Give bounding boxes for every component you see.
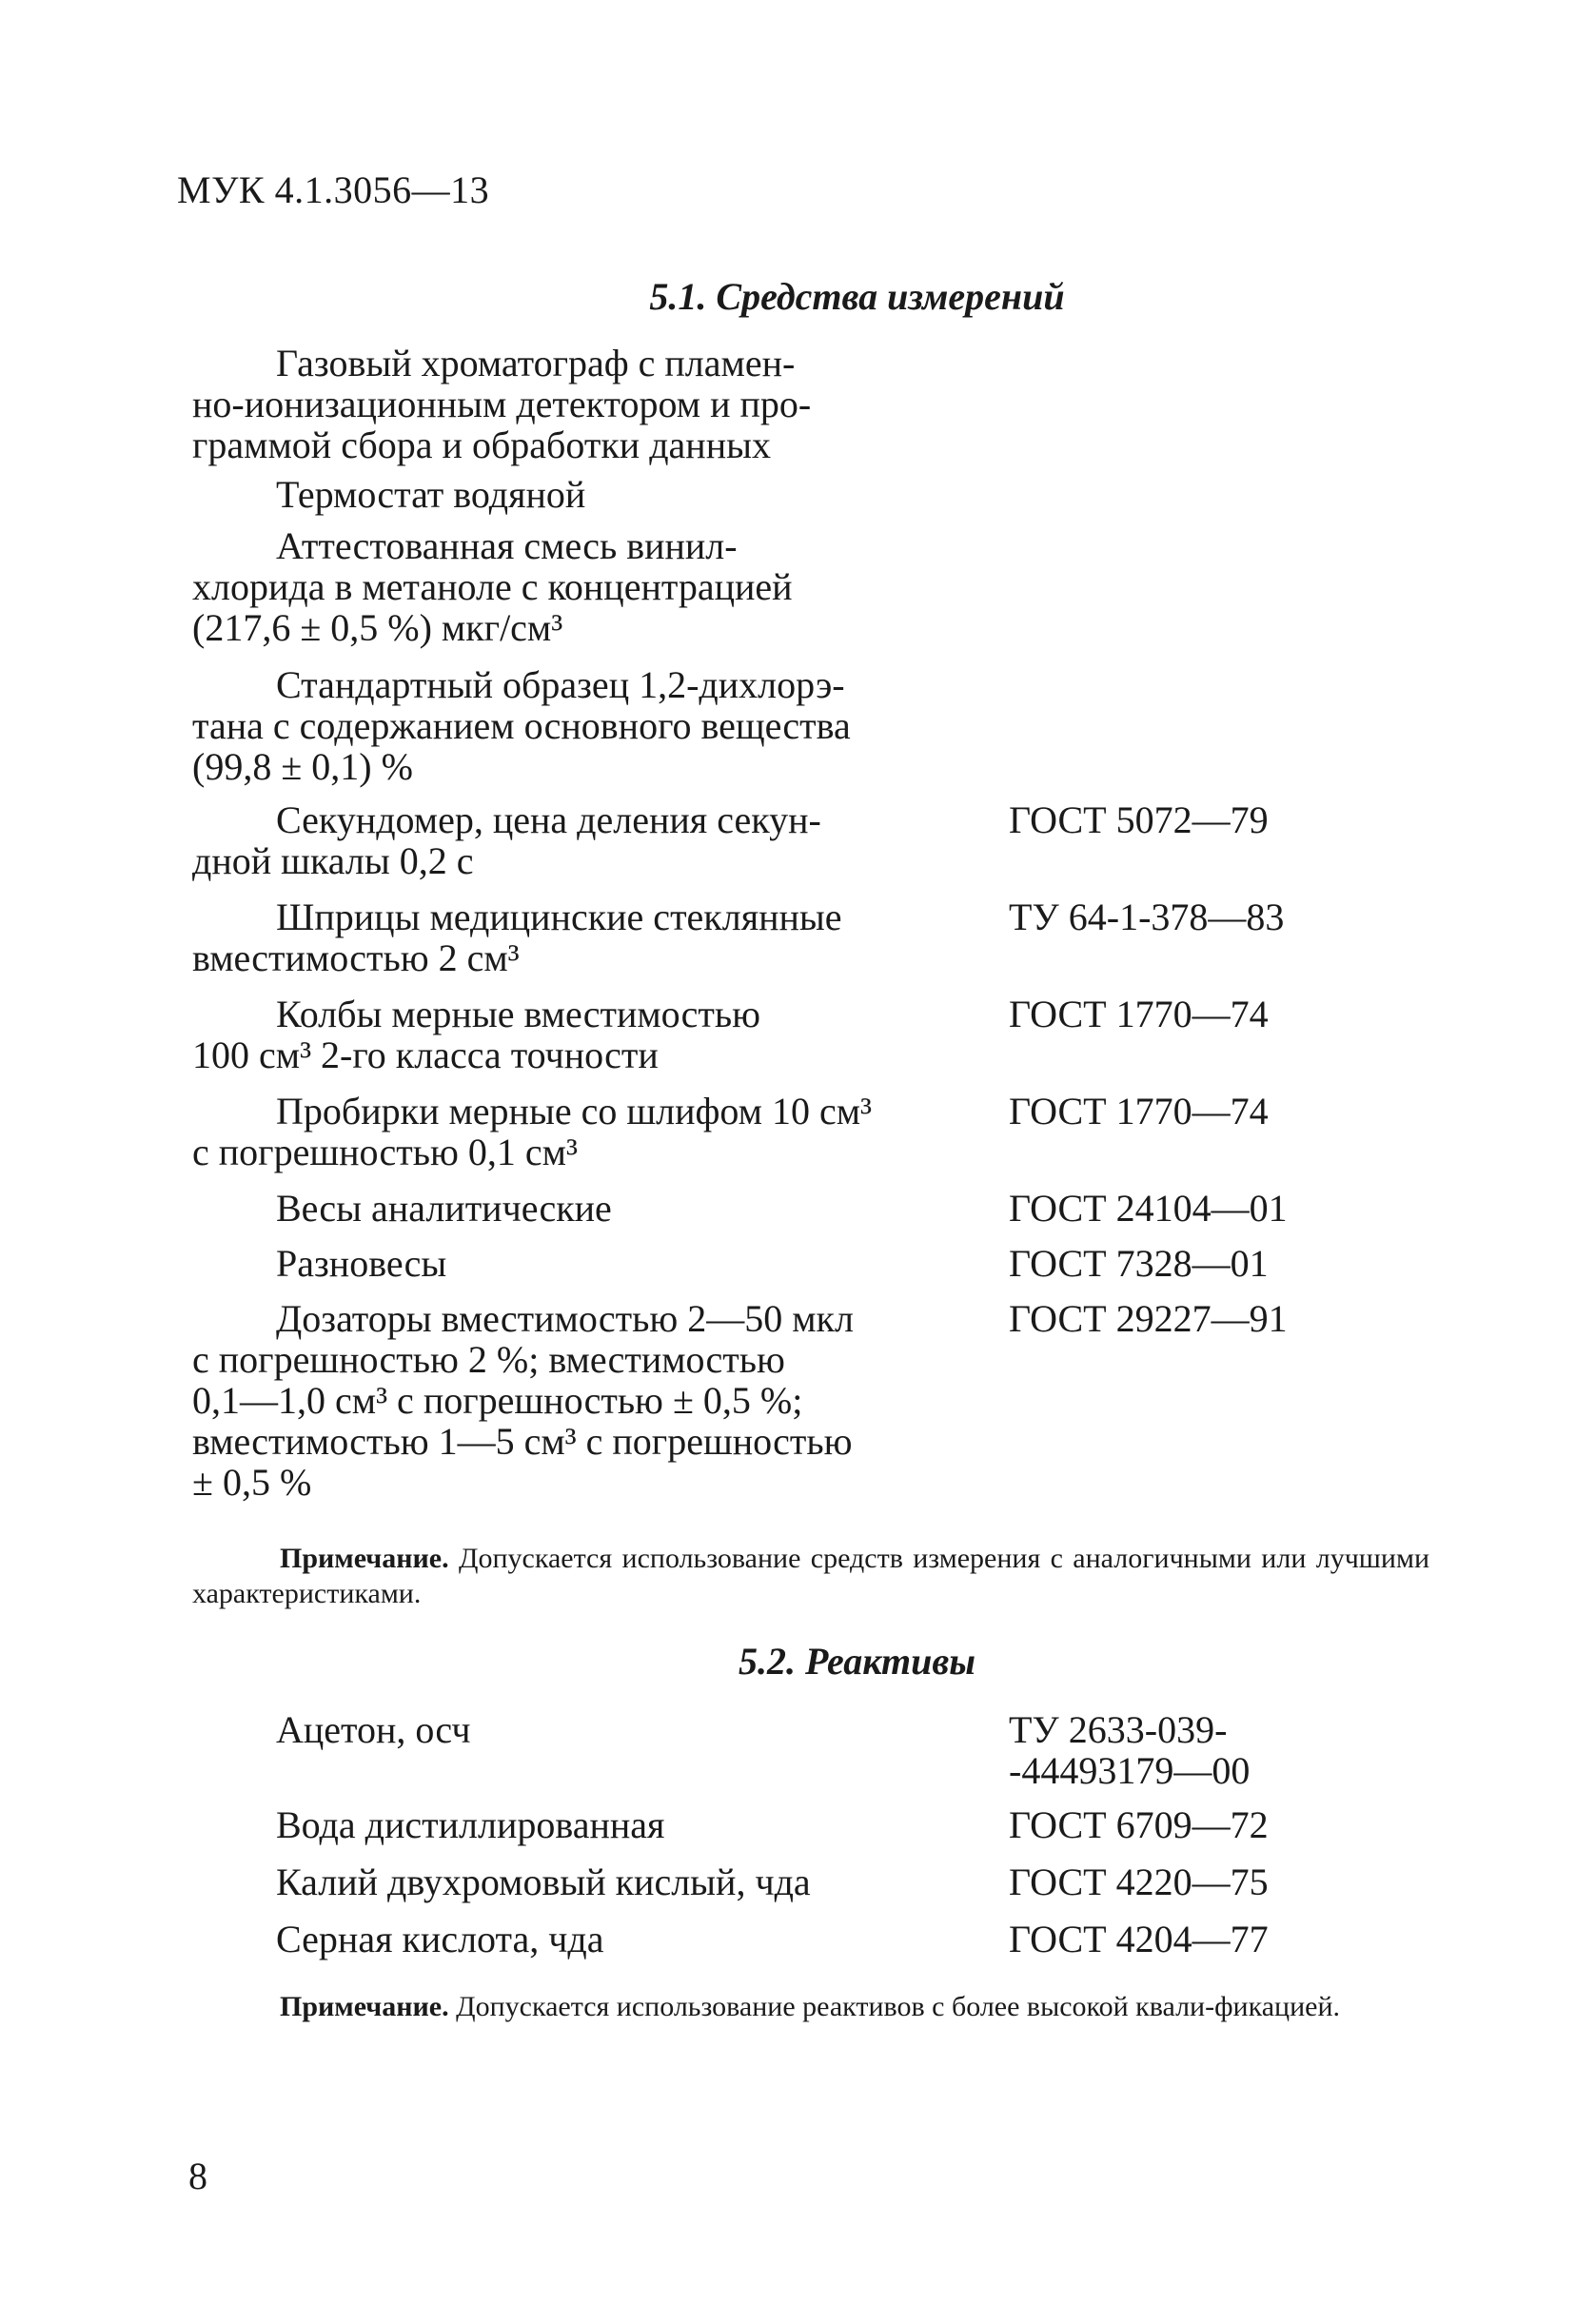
section-title-measuring-instruments: 5.1. Средства измерений	[649, 275, 1065, 318]
list-item	[192, 1804, 1315, 1861]
page-number: 8	[188, 2155, 207, 2197]
item-description: Колбы мерные вместимостью 100 см³ 2-го класса точности	[192, 993, 761, 1076]
note-measuring-instruments	[192, 1541, 1429, 1611]
item-description: Пробирки мерные со шлифом 10 см³ с погрешностью 0,1 см³	[192, 1090, 873, 1173]
item-standard: ГОСТ 24104—01	[1009, 1187, 1288, 1230]
note-label: Примечание.	[280, 1991, 449, 2022]
item-description: Секундомер, цена деления секун- дной шкалы 0,2 с	[192, 798, 821, 882]
item-description: Аттестованная смесь винил- хлорида в метаноле с концентрацией (217,6 ± 0,5 %) мкг/см³	[192, 524, 793, 649]
list-item	[192, 1861, 1315, 1919]
list-item	[192, 1243, 1315, 1298]
item-description: Вода дистиллированная	[276, 1803, 665, 1846]
list-item	[192, 1188, 1315, 1243]
item-standard: ГОСТ 4220—75	[1009, 1861, 1269, 1903]
item-standard: ГОСТ 5072—79	[1009, 798, 1269, 841]
item-description: Термостат водяной	[276, 473, 586, 516]
note-reagents	[192, 1989, 1429, 2024]
section-title-reagents: 5.2. Реактивы	[739, 1640, 975, 1683]
item-standard: ТУ 2633-039- -44493179—00	[1009, 1708, 1251, 1792]
list-item	[192, 896, 1315, 994]
note-text: Допускается использование реактивов с более высокой квали-фикацией.	[448, 1991, 1341, 2022]
list-item	[192, 525, 1315, 664]
list-item	[192, 1919, 1315, 1976]
item-description: Дозаторы вместимостью 2—50 мкл с погрешностью 2 %; вместимостью 0,1—1,0 см³ с погрешностью ± 0,5 %; вместимостью 1—5 см³ с погрешностью ± 0,5 %	[192, 1297, 854, 1504]
item-description: Ацетон, осч	[276, 1708, 471, 1751]
item-standard: ГОСТ 4204—77	[1009, 1918, 1269, 1960]
list-item	[192, 474, 1315, 525]
list-item	[192, 994, 1315, 1091]
item-description: Стандартный образец 1,2-дихлорэ- тана с содержанием основного вещества (99,8 ± 0,1) %	[192, 663, 851, 788]
note-label: Примечание.	[280, 1543, 449, 1574]
list-item	[192, 1709, 1315, 1804]
list-item	[192, 1298, 1315, 1507]
item-standard: ГОСТ 7328—01	[1009, 1242, 1269, 1285]
note-text: Допускается использование средств измерения с аналогичными или лучшими характеристиками.	[192, 1543, 1429, 1609]
item-description: Серная кислота, чда	[276, 1918, 604, 1960]
list-item	[192, 1091, 1315, 1188]
document-code: МУК 4.1.3056—13	[177, 168, 490, 211]
list-item	[192, 343, 1315, 474]
list-item	[192, 664, 1315, 799]
item-standard: ГОСТ 1770—74	[1009, 1090, 1269, 1132]
item-standard: ГОСТ 1770—74	[1009, 993, 1269, 1035]
item-description: Разновесы	[276, 1242, 447, 1285]
item-description: Шприцы медицинские стеклянные вместимостью 2 см³	[192, 896, 842, 979]
item-description: Калий двухромовый кислый, чда	[276, 1861, 811, 1903]
item-standard: ГОСТ 29227—91	[1009, 1297, 1288, 1340]
item-standard: ТУ 64-1-378—83	[1009, 896, 1285, 938]
item-standard: ГОСТ 6709—72	[1009, 1803, 1269, 1846]
reagents-list	[192, 1709, 1315, 1976]
list-item	[192, 799, 1315, 896]
item-description: Весы аналитические	[276, 1187, 612, 1230]
item-description: Газовый хроматограф с пламен- но-ионизационным детектором и про- граммой сбора и обработки данных	[192, 342, 812, 466]
measuring-instruments-list	[192, 343, 1315, 1507]
